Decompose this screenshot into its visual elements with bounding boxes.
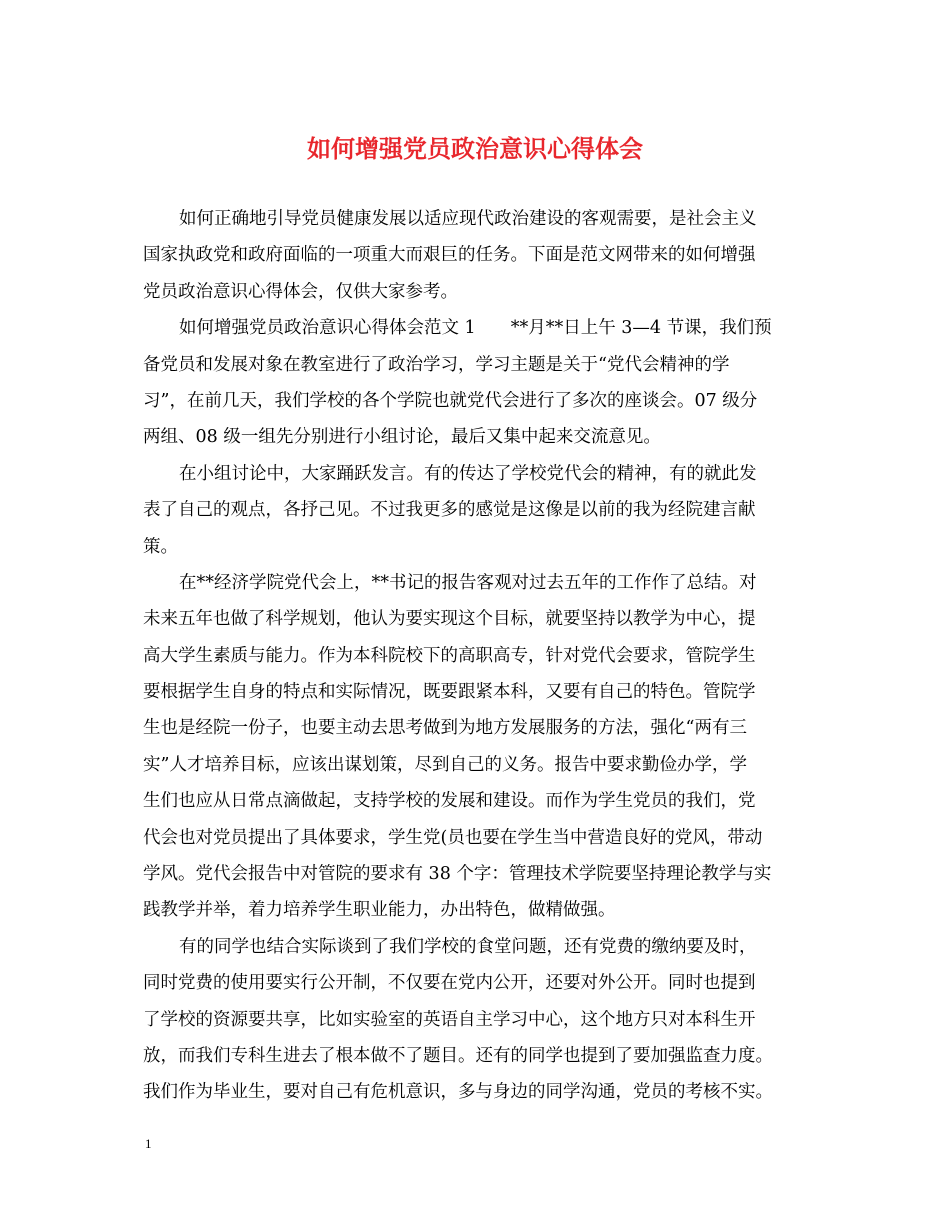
text-line: 要根据学生自身的特点和实际情况，既要跟紧本科，又要有自己的特色。管院学 — [143, 682, 756, 703]
text-line: 国家执政党和政府面临的一项重大而艰巨的任务。下面是范文网带来的如何增强 — [143, 245, 756, 266]
text-line: 习”，在前几天，我们学校的各个学院也就党代会进行了多次的座谈会。07 级分 — [143, 390, 758, 411]
text-line: 代会也对党员提出了具体要求，学生党(员也要在学生当中营造良好的党风，带动 — [143, 827, 763, 848]
text-line: 同时党费的使用要实行公开制，不仅要在党内公开，还要对外公开。同时也提到 — [143, 973, 756, 994]
text-line: 如何增强党员政治意识心得体会范文 1 **月**日上午 3—4 节课，我们预 — [179, 318, 772, 339]
text-line: 生也是经院一份子，也要主动去思考做到为地方发展服务的方法，强化“两有三 — [143, 718, 747, 739]
document-body — [143, 201, 825, 1111]
text-line: 实”人才培养目标，应该出谋划策，尽到自己的义务。报告中要求勤俭办学，学 — [143, 754, 747, 775]
text-line: 我们作为毕业生，要对自己有危机意识，多与身边的同学沟通，党员的考核不实。 — [143, 1082, 773, 1103]
text-line: 在**经济学院党代会上，**书记的报告客观对过去五年的工作作了总结。对 — [179, 572, 757, 593]
text-line: 高大学生素质与能力。作为本科院校下的高职高专，针对党代会要求，管院学生 — [143, 645, 756, 666]
text-line: 放，而我们专科生进去了根本做不了题目。还有的同学也提到了要加强监查力度。 — [143, 1045, 773, 1066]
text-line: 如何正确地引导党员健康发展以适应现代政治建设的客观需要，是社会主义 — [179, 209, 757, 229]
text-line: 了学校的资源要共享，比如实验室的英语自主学习中心，这个地方只对本科生开 — [143, 1009, 756, 1030]
text-line: 表了自己的观点，各抒己见。不过我更多的感觉是这像是以前的我为经院建言献 — [143, 500, 756, 521]
text-line: 两组、08 级一组先分别进行小组讨论，最后又集中起来交流意见。 — [143, 427, 661, 448]
text-line: 学风。党代会报告中对管院的要求有 38 个字：管理技术学院要坚持理论教学与实 — [143, 864, 772, 885]
text-line: 有的同学也结合实际谈到了我们学校的食堂问题，还有党费的缴纳要及时， — [179, 936, 757, 957]
text-line: 党员政治意识心得体会，仅供大家参考。 — [143, 281, 458, 302]
text-line: 策。 — [143, 536, 178, 557]
page-number: 1 — [145, 1136, 152, 1151]
text-line: 未来五年也做了科学规划，他认为要实现这个目标，就要坚持以教学为中心，提 — [143, 609, 756, 630]
document-title: 如何增强党员政治意识心得体会 — [307, 134, 643, 163]
text-line: 在小组讨论中，大家踊跃发言。有的传达了学校党代会的精神，有的就此发 — [179, 463, 757, 484]
text-line: 生们也应从日常点滴做起，支持学校的发展和建设。而作为学生党员的我们，党 — [143, 791, 756, 812]
text-line: 备党员和发展对象在教室进行了政治学习，学习主题是关于“党代会精神的学 — [143, 354, 730, 375]
text-line: 践教学并举，着力培养学生职业能力，办出特色，做精做强。 — [143, 900, 616, 921]
